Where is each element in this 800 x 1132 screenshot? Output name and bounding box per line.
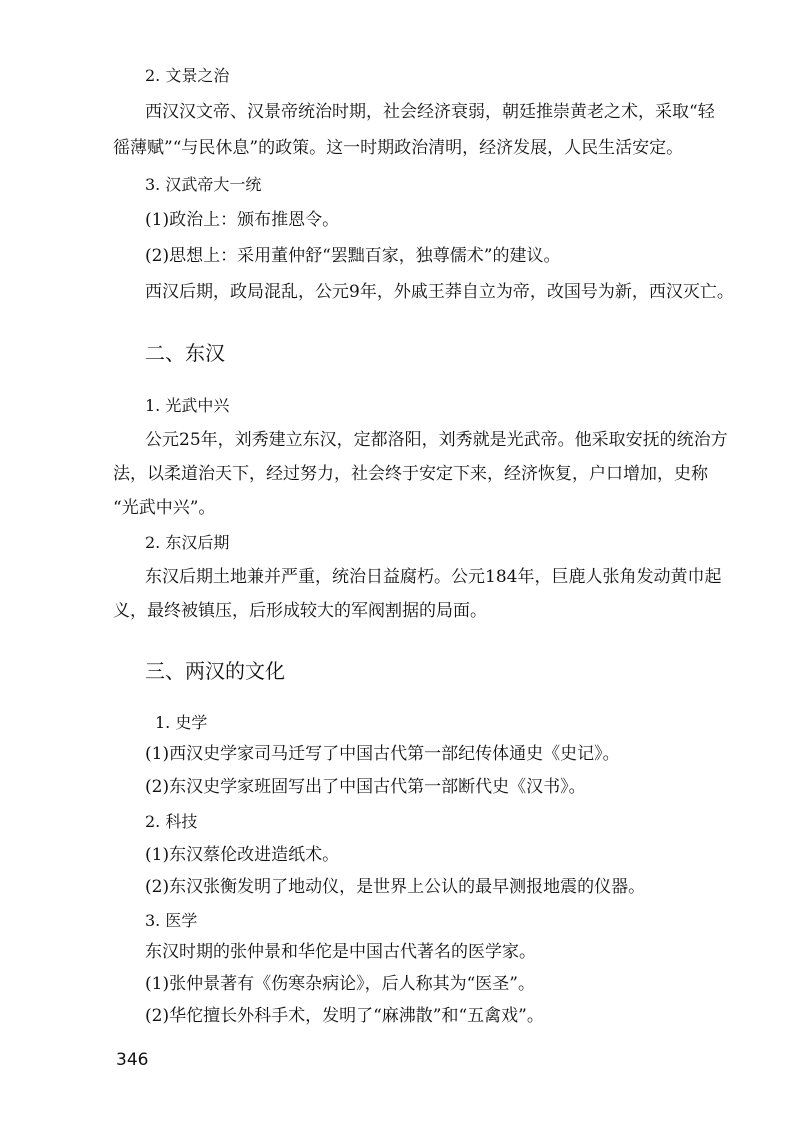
paragraph-line: 公元25年，刘秀建立东汉，定都洛阳，刘秀就是光武帝。他采取安抚的统治方 [145, 430, 728, 450]
paragraph-line: 义，最终被镇压，后形成较大的军阀割据的局面。 [113, 601, 487, 621]
section-heading-culture: 三、两汉的文化 [145, 659, 285, 683]
subheading-wenjing: 2. 文景之治 [145, 66, 230, 85]
subheading-medicine: 3. 医学 [145, 911, 198, 930]
paragraph-line: (1)东汉蔡伦改进造纸术。 [145, 845, 340, 865]
paragraph-line: 西汉汉文帝、汉景帝统治时期，社会经济衰弱，朝廷推崇黄老之术，采取“轻 [145, 102, 715, 122]
paragraph-line: “光武中兴”。 [113, 498, 216, 518]
paragraph-line: (1)张仲景著有《伤寒杂病论》，后人称其为“医圣”。 [145, 974, 535, 994]
subheading-technology: 2. 科技 [145, 812, 198, 831]
subheading-houqi: 2. 东汉后期 [145, 533, 230, 552]
paragraph-line: 东汉时期的张仲景和华佗是中国古代著名的医学家。 [145, 942, 536, 962]
subheading-wudi: 3. 汉武帝大一统 [145, 175, 262, 194]
paragraph-line: (2)东汉史学家班固写出了中国古代第一部断代史《汉书》。 [145, 777, 586, 797]
paragraph-line: (2)东汉张衡发明了地动仪，是世界上公认的最早测报地震的仪器。 [145, 877, 646, 897]
paragraph-line: (2)思想上：采用董仲舒“罢黜百家，独尊儒术”的建议。 [145, 246, 561, 266]
paragraph-line: 西汉后期，政局混乱，公元9年，外戚王莽自立为帝，改国号为新，西汉灭亡。 [145, 282, 734, 302]
page-number: 346 [116, 1050, 149, 1070]
paragraph-line: 东汉后期土地兼并严重，统治日益腐朽。公元184年，巨鹿人张角发动黄巾起 [145, 567, 722, 587]
subheading-guangwu: 1. 光武中兴 [145, 396, 230, 415]
paragraph-line: 法，以柔道治天下，经过努力，社会终于安定下来，经济恢复，户口增加，史称 [113, 464, 708, 484]
section-heading-donghan: 二、东汉 [145, 341, 225, 365]
paragraph-line: (1)政治上：颁布推恩令。 [145, 210, 340, 230]
paragraph-line: (2)华佗擅长外科手术，发明了“麻沸散”和“五禽戏”。 [145, 1006, 544, 1026]
paragraph-line: 徭薄赋”“与民休息”的政策。这一时期政治清明，经济发展，人民生活安定。 [113, 138, 684, 158]
paragraph-line: (1)西汉史学家司马迁写了中国古代第一部纪传体通史《史记》。 [145, 744, 620, 764]
subheading-history: 1. 史学 [155, 713, 208, 732]
